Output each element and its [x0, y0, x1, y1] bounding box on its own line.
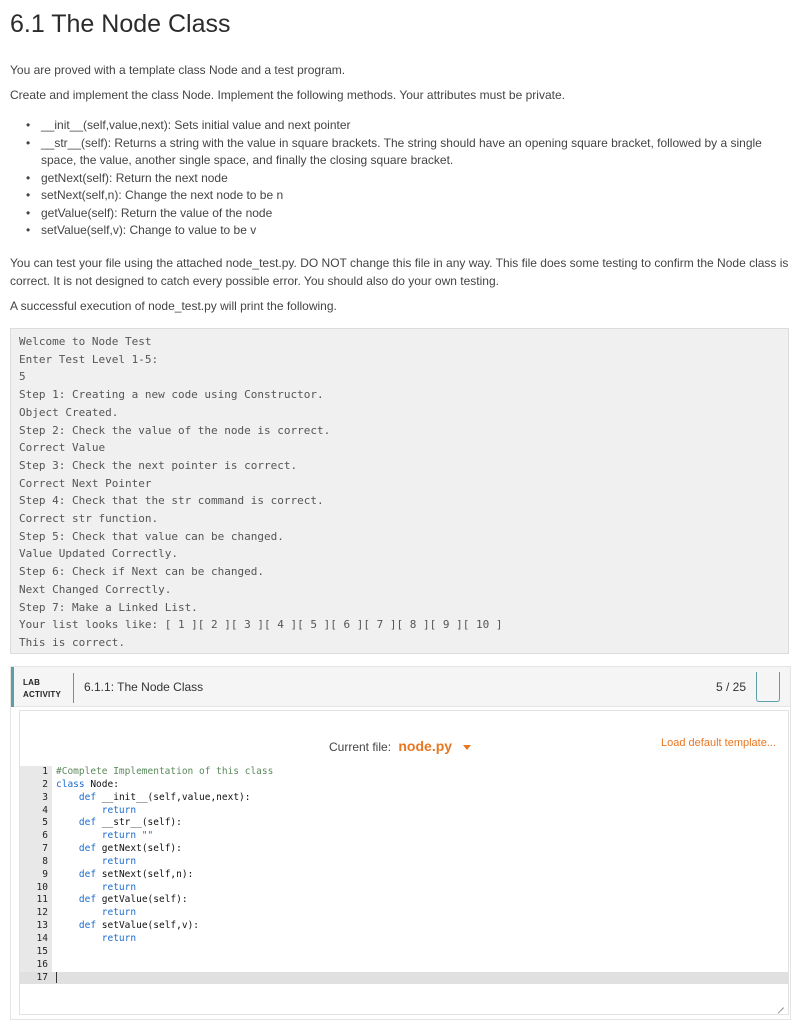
code-text[interactable]: class Node: — [56, 778, 119, 790]
code-line[interactable] — [20, 805, 788, 818]
console-line: Object Created. — [19, 405, 119, 419]
console-line: Correct Value — [19, 441, 106, 455]
resize-handle-icon[interactable] — [776, 1000, 784, 1008]
chevron-down-icon[interactable] — [463, 745, 471, 750]
method-item-setnext: • setNext(self,n): Change the next node to be n — [24, 187, 789, 205]
code-text[interactable]: def getNext(self): — [78, 843, 182, 855]
method-item-getnext: • getNext(self): Return the next node — [24, 170, 789, 188]
file-bar — [20, 711, 788, 766]
console-line: Enter Test Level 1-5: — [19, 352, 159, 366]
console-line: Correct Next Pointer — [19, 476, 152, 490]
line-number: 17 — [36, 971, 48, 983]
lab-accent-bar — [11, 667, 14, 707]
line-number: 6 — [42, 830, 48, 842]
current-file-name[interactable]: node.py — [398, 738, 453, 754]
line-number: 4 — [42, 804, 48, 816]
code-text[interactable]: #Complete Implementation of this class — [56, 766, 274, 777]
load-default-template-link[interactable]: Load default template... — [661, 737, 776, 749]
code-line[interactable] — [20, 817, 788, 830]
code-text[interactable]: return — [56, 881, 137, 893]
code-line[interactable] — [20, 843, 788, 856]
line-number: 12 — [36, 907, 48, 919]
code-line[interactable] — [20, 766, 788, 779]
code-line[interactable] — [20, 920, 788, 933]
method-item-str: • __str__(self): Returns a string with the value in square brackets. The string should have an opening square bracket, followed by a single space, the value, another single space, and finally the closing square bracket. — [24, 135, 789, 170]
line-number: 10 — [36, 881, 48, 893]
console-line: Next Changed Correctly. — [19, 582, 172, 596]
code-line[interactable] — [20, 792, 788, 805]
code-text[interactable]: return — [56, 907, 137, 919]
code-text[interactable]: return "" — [56, 830, 154, 842]
lab-header — [11, 667, 790, 707]
line-number: 16 — [36, 958, 48, 970]
file-selector[interactable] — [329, 738, 471, 754]
console-line: Welcome to Node Test — [19, 335, 152, 348]
lab-tag-line-2: ACTIVITY — [23, 690, 62, 699]
intro-line-2: Create and implement the class Node. Implement the following methods. Your attributes must be private. — [10, 88, 565, 102]
line-number: 11 — [36, 894, 48, 906]
console-line: Step 3: Check the next pointer is correct. — [19, 458, 298, 472]
line-number: 7 — [42, 843, 48, 855]
line-number: 5 — [42, 817, 48, 829]
console-line: Step 1: Creating a new code using Constructor. — [19, 388, 324, 402]
code-text[interactable]: return — [56, 932, 137, 944]
code-line[interactable] — [20, 933, 788, 946]
console-line: Step 2: Check the value of the node is correct. — [19, 423, 331, 437]
code-line[interactable] — [20, 869, 788, 882]
line-number: 2 — [42, 778, 48, 790]
code-line[interactable] — [20, 959, 788, 972]
line-number: 3 — [42, 791, 48, 803]
console-line: This is correct. — [19, 635, 125, 649]
code-line-active[interactable] — [20, 972, 788, 985]
code-text[interactable]: def __init__(self,value,next): — [78, 791, 251, 803]
code-line[interactable] — [20, 856, 788, 869]
page-title: 6.1 The Node Class — [10, 10, 231, 38]
console-line: 5 — [19, 370, 26, 384]
method-item-getvalue: • getValue(self): Return the value of the node — [24, 205, 789, 223]
code-text[interactable] — [56, 972, 57, 985]
line-number: 14 — [36, 932, 48, 944]
code-editor-panel — [19, 710, 789, 1015]
code-text[interactable]: def setNext(self,n): — [78, 868, 194, 880]
score-badge-icon — [756, 672, 780, 702]
console-line: Step 7: Make a Linked List. — [19, 600, 198, 614]
code-line[interactable] — [20, 830, 788, 843]
code-text[interactable]: def __str__(self): — [78, 817, 182, 829]
current-file-label: Current file: — [329, 740, 392, 754]
console-output-block — [10, 328, 789, 654]
code-lines[interactable] — [20, 766, 788, 984]
method-item-setvalue: • setValue(self,v): Change to value to be v — [24, 222, 789, 240]
code-text[interactable]: def getValue(self): — [78, 894, 188, 906]
text-cursor — [56, 972, 57, 983]
console-line: Correct str function. — [19, 512, 159, 526]
line-number: 13 — [36, 920, 48, 932]
methods-list — [24, 117, 789, 240]
lab-tag-line-1: LAB — [23, 678, 41, 687]
code-line[interactable] — [20, 894, 788, 907]
lab-activity-panel — [10, 666, 791, 1020]
line-number: 1 — [42, 766, 48, 777]
line-number: 9 — [42, 868, 48, 880]
code-text[interactable]: return — [56, 855, 137, 867]
success-paragraph: A successful execution of node_test.py will print the following. — [10, 299, 337, 313]
console-line: Step 6: Check if Next can be changed. — [19, 565, 265, 579]
lab-divider — [73, 673, 74, 703]
code-line[interactable] — [20, 907, 788, 920]
code-line[interactable] — [20, 779, 788, 792]
lab-score: 5 / 25 — [715, 680, 746, 694]
testing-paragraph: You can test your file using the attached node_test.py. DO NOT change this file in any way. This file does some testing to confirm the Node class is correct. It is not designed to catch every possible error. You should also do your own testing. — [10, 256, 789, 288]
code-editor[interactable] — [20, 766, 788, 1012]
lab-title: 6.1.1: The Node Class — [84, 680, 204, 694]
intro-line-1: You are proved with a template class Node and a test program. — [10, 63, 346, 77]
lab-activity-tag — [23, 677, 61, 701]
console-line: Step 4: Check that the str command is correct. — [19, 494, 324, 508]
console-line: Step 5: Check that value can be changed. — [19, 529, 284, 543]
code-text[interactable]: return — [56, 804, 137, 816]
console-line: Your list looks like: [ 1 ][ 2 ][ 3 ][ 4 ][ 5 ][ 6 ][ 7 ][ 8 ][ 9 ][ 10 ] — [19, 618, 503, 632]
line-number: 8 — [42, 855, 48, 867]
method-item-init: • __init__(self,value,next): Sets initial value and next pointer — [24, 117, 789, 135]
code-text[interactable]: def setValue(self,v): — [78, 920, 200, 932]
code-line[interactable] — [20, 946, 788, 959]
line-number: 15 — [36, 945, 48, 957]
console-line: Value Updated Correctly. — [19, 547, 178, 561]
code-line[interactable] — [20, 882, 788, 895]
